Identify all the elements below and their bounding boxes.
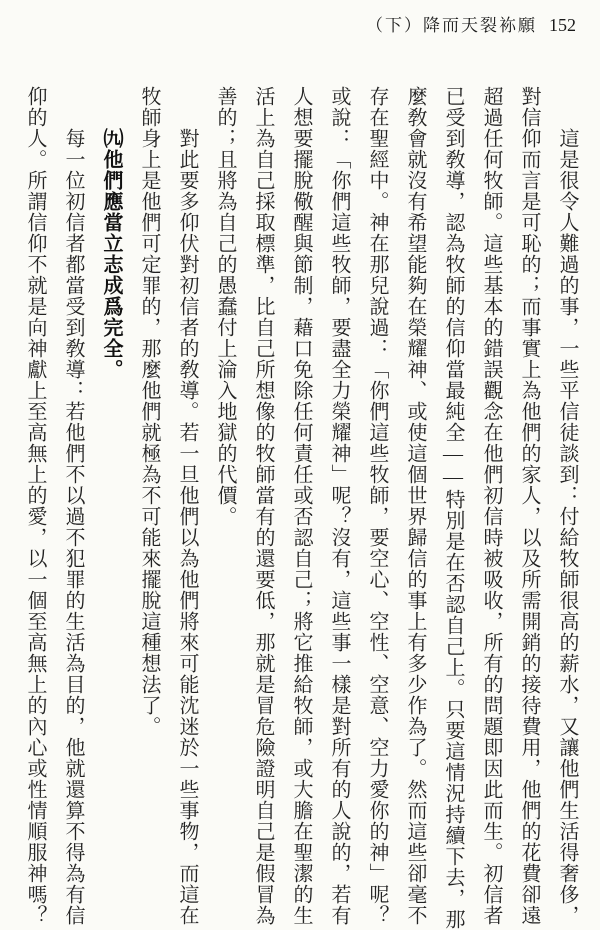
running-head (366, 11, 576, 36)
paragraph-1: 這是很令人難過的事，一些平信徒談到：付給牧師很高的薪水，又讓他們生活得奢侈，對信仰而言是可恥的；而事實上為他們的家人，以及所需開銷的接待費用，他們的花費卻遠超過任何牧師。這些基本的錯誤觀念在他們初信時被吸收，所有的問題即因此而生。初信者已受到敎導，認為牧師的信仰當最純全——特別是在否認自己上。只要這情況持續下去，那麼敎會就沒有希望能夠在榮耀神、或使這個世界歸信的事上有多少作為了。然而這些卻毫不存在聖經中。神在那兒說過：「你們這些牧師，要空心、空性、空意、空力愛你的神」呢？或說：「你們這些牧師，要盡全力榮耀神」呢？沒有，這些事一樣是對所有的人說的，若有人想要擺脫儆醒與節制，藉口免除任何責任或否認自己；將它推給牧師，或大膽在聖潔的生活上為自己採取標準，比自己所想像的牧師當有的還要低，那就是冒危險證明自己是假冒為善的；且將為自己的愚蠢付上淪入地獄的代價。 (214, 86, 578, 930)
paragraph-2: 對此要多仰伏對初信者的敎導。若一旦他們以為他們將來可能沈迷於一些事物，而這在牧師身上是他們可定罪的，那麼他們就極為不可能來擺脫這種想法了。 (138, 86, 198, 926)
page-number: 152 (549, 15, 576, 35)
running-head-title: （下）降而天裂袮願 (366, 16, 537, 35)
section-heading: ㈨他們應當立志成爲完全。 (100, 128, 122, 380)
paragraph-3: 每一位初信者都當受到敎導：若他們不以過不犯罪的生活為目的，他就還算不得為有信仰的人。所謂信仰不就是向神獻上至高無上的愛，以一個至高無上的內心或性情順服神嗎？ (24, 86, 84, 926)
text-body (14, 86, 586, 930)
